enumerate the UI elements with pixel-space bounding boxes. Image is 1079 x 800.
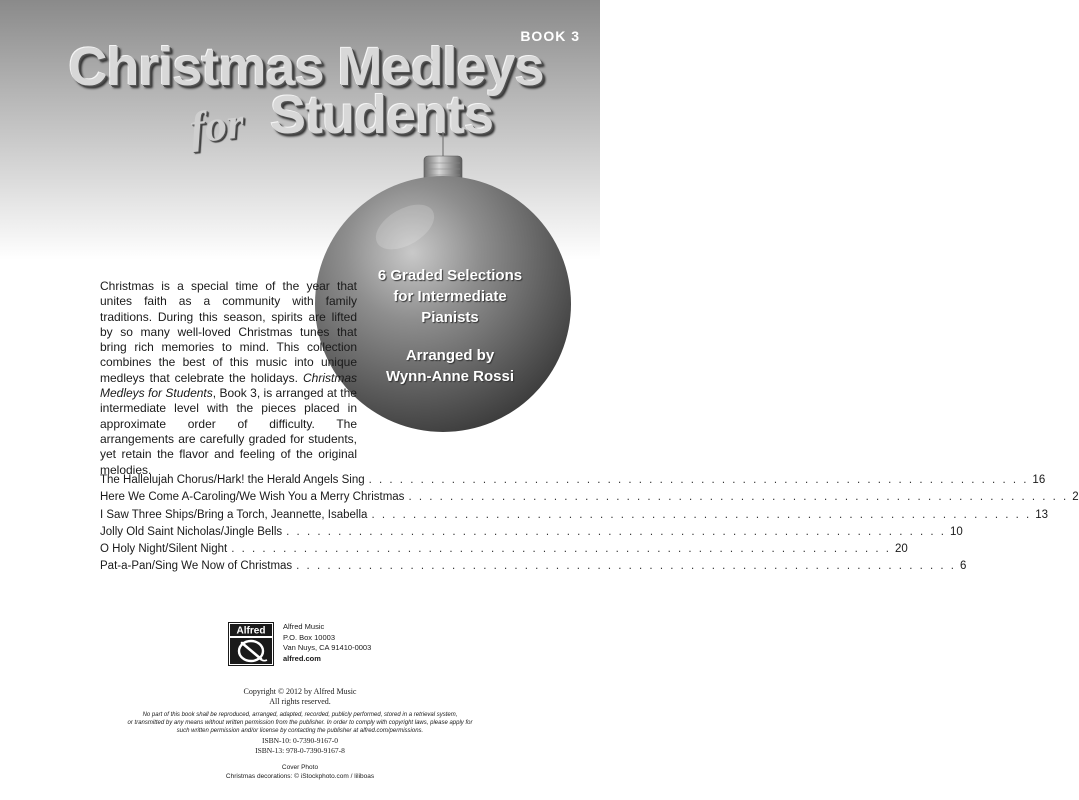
rights-reserved-line: All rights reserved.: [269, 697, 331, 706]
toc-dot-leader: . . . . . . . . . . . . . . . . . . . . . . . . . . . . . . . . . . . . . . . . . . . . . . . . . . . . . . . . . . . . . . . .: [296, 560, 956, 573]
publisher-name: Alfred Music: [283, 622, 325, 631]
arranger-name: Wynn-Anne Rossi: [385, 368, 515, 385]
toc-entry-page: 6: [959, 560, 967, 573]
legal-line-3: such written permission and/or license by contacting the publisher at alfred.com/permissions.: [176, 728, 424, 734]
isbn-13: ISBN-13: 978-0-7390-9167-8: [255, 746, 345, 755]
intro-paragraph: [100, 279, 357, 478]
toc-entry-title: Pat-a-Pan/Sing We Now of Christmas: [100, 560, 293, 573]
toc-entry: [100, 491, 1079, 508]
toc-entry-page: 2: [1072, 491, 1079, 504]
publisher-address: [283, 622, 371, 664]
selections-line-3: Pianists: [421, 309, 479, 326]
toc-entry-page: 16: [1032, 474, 1046, 486]
publisher-address-line-1: P.O. Box 10003: [283, 632, 335, 642]
intro-book-title: Christmas Medleys for Students: [100, 370, 357, 401]
toc-entry: [100, 474, 1046, 491]
toc-entry: [100, 560, 967, 577]
toc-entry-title: O Holy Night/Silent Night: [100, 543, 228, 556]
ornament-graded-selections: [350, 265, 550, 328]
isbn-block: [0, 736, 600, 756]
cover-photo-label: Cover Photo: [281, 764, 319, 771]
toc-entry: [100, 543, 908, 560]
legal-line-2: or transmitted by any means without written permission from the publisher. In order to comply with copyright laws, please apply for: [127, 720, 473, 726]
toc-entry-title: The Hallelujah Chorus/Hark! the Herald Angels Sing: [100, 474, 365, 486]
book-title-christmas-medleys: Christmas Medleys: [68, 37, 544, 97]
legal-notice: [100, 711, 500, 735]
intro-text-part-2: , Book 3, is arranged at the intermediate level with the pieces placed in approximate order of difficulty. The arrangements are carefully graded for students, yet retain the flavor and feeling of the original melodies.: [100, 386, 357, 477]
toc-entry-title: Here We Come A-Caroling/We Wish You a Merry Christmas: [100, 491, 405, 504]
toc-entry-title: I Saw Three Ships/Bring a Torch, Jeannette, Isabella: [100, 508, 368, 521]
legal-line-1: No part of this book shall be reproduced, arranged, adapted, recorded, publicly performed, stored in a retrieval system,: [142, 712, 458, 718]
cover-photo-source: Christmas decorations: © iStockphoto.com / liliboas: [225, 772, 375, 780]
selections-line-1: 6 Graded Selections: [377, 267, 523, 284]
toc-dot-leader: . . . . . . . . . . . . . . . . . . . . . . . . . . . . . . . . . . . . . . . . . . . . . . . . . . . . . . . . . . . . . . . .: [286, 525, 946, 538]
ornament-arranger-credit: [350, 345, 550, 387]
toc-dot-leader: . . . . . . . . . . . . . . . . . . . . . . . . . . . . . . . . . . . . . . . . . . . . . . . . . . . . . . . . . . . . . . . .: [371, 508, 1032, 521]
toc-entry-page: 20: [894, 543, 908, 556]
toc-dot-leader: . . . . . . . . . . . . . . . . . . . . . . . . . . . . . . . . . . . . . . . . . . . . . . . . . . . . . . . . . . . . . . . .: [368, 474, 1029, 486]
book-number-label: BOOK 3: [520, 28, 580, 44]
toc-dot-leader: . . . . . . . . . . . . . . . . . . . . . . . . . . . . . . . . . . . . . . . . . . . . . . . . . . . . . . . . . . . . . . . .: [408, 491, 1069, 504]
cover-photo-credit: [0, 764, 600, 781]
publisher-website: alfred.com: [283, 653, 321, 663]
toc-entry: [100, 508, 1049, 526]
publisher-address-line-2: Van Nuys, CA 91410-0003: [283, 643, 372, 652]
copyright-notice: [0, 687, 600, 707]
alfred-music-logo: [228, 622, 274, 666]
toc-entry-title: Jolly Old Saint Nicholas/Jingle Bells: [100, 525, 283, 538]
copyright-line: Copyright © 2012 by Alfred Music: [243, 687, 357, 696]
toc-dot-leader: . . . . . . . . . . . . . . . . . . . . . . . . . . . . . . . . . . . . . . . . . . . . . . . . . . . . . . . . . . . . . . . .: [231, 543, 891, 556]
toc-entry-page: 10: [949, 525, 963, 538]
book-title-for: for: [187, 98, 247, 153]
intro-text-part-1: Christmas is a special time of the year that unites faith as a community with family traditions. During this season, spirits are lifted by so many well-loved Christmas tunes that bring rich memories to mind. This collection combines the best of this music into unique medleys that celebrate the holidays.: [100, 279, 357, 385]
selections-line-2: for Intermediate: [393, 288, 507, 305]
arranged-by-label: Arranged by: [405, 347, 495, 364]
table-of-contents: [100, 474, 1079, 578]
toc-entry: [100, 525, 963, 543]
logo-wordmark: Alfred: [236, 625, 266, 637]
book-title-students: Students: [270, 85, 494, 145]
toc-entry-page: 13: [1035, 508, 1049, 521]
isbn-10: ISBN-10: 0-7390-9167-0: [261, 736, 339, 745]
